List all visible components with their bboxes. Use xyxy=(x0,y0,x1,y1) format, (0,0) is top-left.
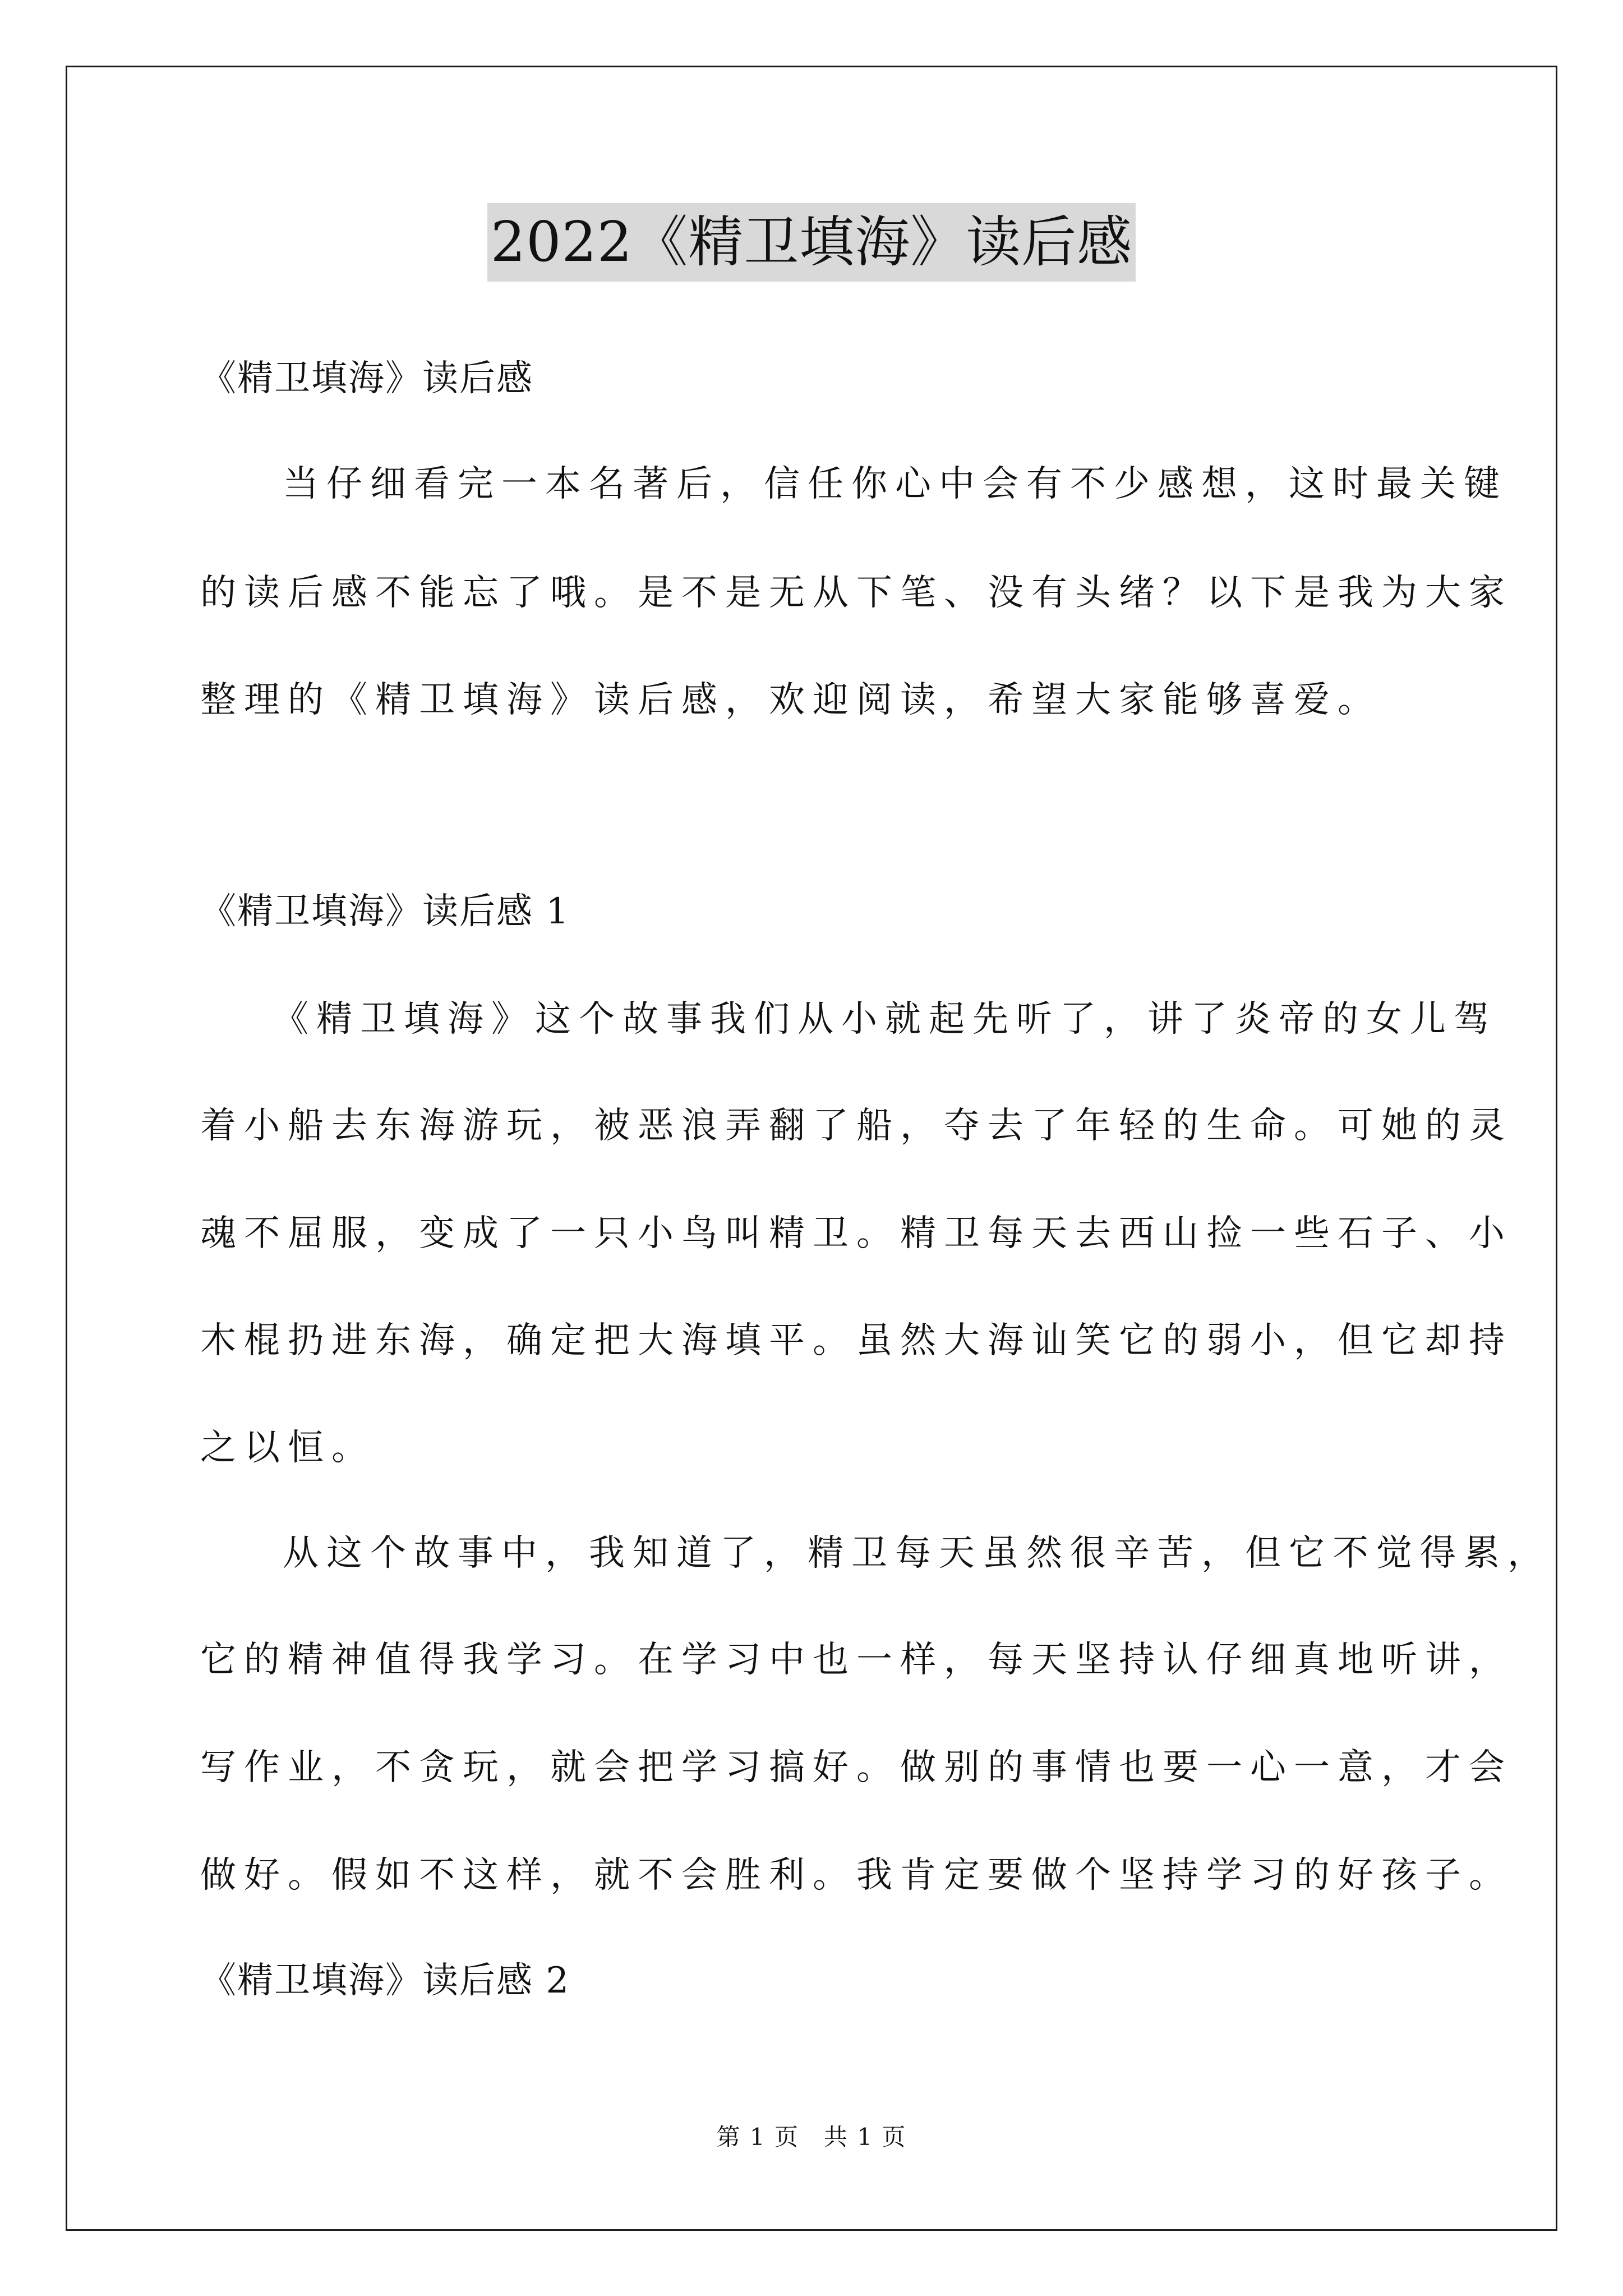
section-heading: 《精卫填海》读后感 1 xyxy=(200,891,570,932)
paragraph-line: 木棍扔进东海，确定把大海填平。虽然大海讪笑它的弱小，但它却持 xyxy=(200,1320,1513,1361)
paragraph-line: 写作业，不贪玩，就会把学习搞好。做别的事情也要一心一意，才会 xyxy=(200,1747,1513,1788)
paragraph-line: 从这个故事中，我知道了，精卫每天虽然很辛苦，但它不觉得累， xyxy=(283,1533,1551,1574)
title-block xyxy=(0,203,1623,282)
paragraph-line: 它的精神值得我学习。在学习中也一样，每天坚持认仔细真地听讲， xyxy=(200,1639,1513,1681)
paragraph-line: 做好。假如不这样，就不会胜利。我肯定要做个坚持学习的好孩子。 xyxy=(200,1855,1513,1896)
section-heading: 《精卫填海》读后感 2 xyxy=(200,1960,570,2001)
intro-line: 的读后感不能忘了哦。是不是无从下笔、没有头绪？以下是我为大家 xyxy=(200,572,1513,614)
paragraph-line: 之以恒。 xyxy=(200,1427,375,1469)
subtitle: 《精卫填海》读后感 xyxy=(200,358,533,399)
paragraph-line: 着小船去东海游玩，被恶浪弄翻了船，夺去了年轻的生命。可她的灵 xyxy=(200,1105,1513,1147)
intro-line: 整理的《精卫填海》读后感，欢迎阅读，希望大家能够喜爱。 xyxy=(200,679,1381,721)
page-title: 2022《精卫填海》读后感 xyxy=(487,203,1136,282)
paragraph-line: 魂不屈服，变成了一只小鸟叫精卫。精卫每天去西山捡一些石子、小 xyxy=(200,1213,1513,1254)
intro-line: 当仔细看完一本名著后，信任你心中会有不少感想，这时最关键 xyxy=(283,463,1507,505)
page-footer: 第 1 页 共 1 页 xyxy=(716,2123,907,2151)
paragraph-line: 《精卫填海》这个故事我们从小就起先听了，讲了炎帝的女儿驾 xyxy=(273,999,1497,1040)
